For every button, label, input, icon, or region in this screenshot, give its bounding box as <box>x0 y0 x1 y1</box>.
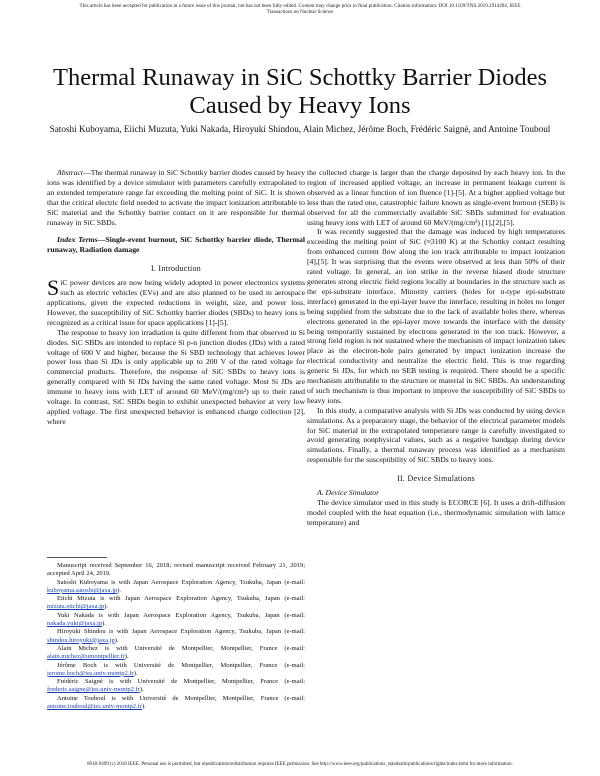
journal-notice-line1: This article has been accepted for publication in a future issue of this journal, but has not been fully edited. Content may change prior to final publication. Citation information: DOI 10.1109/TNS.2019.2914494, IEEE <box>79 3 521 9</box>
index-terms-label: Index Terms <box>57 235 98 245</box>
copyright-footer: 0018-9499 (c) 2018 IEEE. Personal use is permitted, but republication/redistribution requires IEEE permission. See http://www.ieee.org/publications_standards/publications/rights/index.html for more information. <box>87 762 513 767</box>
journal-notice-line2: Transactions on Nuclear Science <box>266 9 334 16</box>
intro-paragraph-1 <box>47 275 305 328</box>
footnote-touboul: Antoine Touboul is with Université de Montpellier, Montpellier, France (e-mail: antoine.touboul@ies.univ-montp2.fr). <box>47 694 305 711</box>
paper-title: Thermal Runaway in SiC Schottky Barrier Diodes Caused by Heavy Ions <box>53 64 547 120</box>
email-link[interactable]: alain.michez@umontpellier.fr <box>47 653 125 661</box>
footnote-shindou: Hiroyuki Shindou is with Japan Aerospace Exploration Agency, Tsukuba, Japan (e-mail: shindou.hiroyuki@jaxa.jp). <box>47 628 305 644</box>
index-terms <box>47 235 305 255</box>
footnotes <box>47 562 305 711</box>
footnote-kuboyama: Satoshi Kuboyama is with Japan Aerospace Exploration Agency, Tsukuba, Japan (e-mail: kuboyama.satoshi@jaxa.jp). <box>47 578 305 594</box>
email-link[interactable]: frederic.saigne@ies.univ-montp2.fr <box>47 686 140 694</box>
abstract <box>47 168 305 227</box>
email-link[interactable]: antoine.touboul@ies.univ-montp2.fr <box>47 703 142 711</box>
email-link[interactable]: jerome.boch@ies.univ-montp2.fr <box>47 669 134 677</box>
right-paragraph-3: In this study, a comparative analysis with Si JDs was conducted by using device simulations. As a preparatory stage, the behavior of the electrical parameter models for SiC material in the extrapolated temperature range is carefully investigated to avoid generating nonphysical values, such as a negative bandgap during device simulations. Finally, a thermal runaway process was identified as a mechanism responsible for the susceptibility of SiC SBDs to heavy ions. <box>307 405 565 465</box>
footnote-nakada: Yuki Nakada is with Japan Aerospace Exploration Agency, Tsukuba, Japan (e-mail: nakada.yuki@jaxa.jp). <box>47 611 305 628</box>
section-heading-introduction: I. Introduction <box>150 264 202 274</box>
email-link[interactable]: nakada.yuki@jaxa.jp <box>47 620 103 628</box>
footnote-michez: Alain Michez is with Université de Montpellier, Montpellier, France (e-mail: alain.michez@umontpellier.fr). <box>47 644 305 661</box>
footnote-received: Manuscript received September 16, 2018; revised manuscript received February 21, 2019; accepted April 24, 2019. <box>47 562 305 578</box>
abstract-label: Abstract <box>57 168 84 177</box>
index-terms-text: —Single-event burnout, SiC Schottky barrier diode, Thermal runaway, Radiation damage <box>47 235 305 255</box>
sim-paragraph-1: The device simulator used in this study is ECORCE [6]. It uses a drift-diffusion model coupled with the heat equation (i.e., thermodynamic simulation with lattice temperature) and <box>307 498 565 527</box>
right-column <box>307 168 565 756</box>
email-link[interactable]: shindou.hiroyuki@jaxa.jp <box>47 636 115 644</box>
footnote-saigne: Frédéric Saigné is with Université de Montpellier, Montpellier, France (e-mail: frederic.saigne@ies.univ-montp2.fr). <box>47 678 305 694</box>
right-paragraph-1: the collected charge is larger than the charge deposited by each heavy ion. In the region of increased applied voltage, an increase in permanent leakage current is observed as a linear function of ion fluence [1]-[5]. At a higher applied voltage but less than the rated one, catastrophic failure known as single-event burnout (SEB) is observed for all the commercially available SiC SBDs submitted for evaluation using heavy ions with LET of around 60 MeV/(mg/cm²) [1],[2],[5]. <box>307 168 565 227</box>
right-paragraph-2: It was recently suggested that the damage was induced by high temperatures exceeding the melting point of SiC (≈3100 K) at the Schottky contact resulting from enhanced current flow along the ion track attributable to impact ionization [4],[5]. It was surprising that the events were observed at less than 50% of their rated voltage. In general, an ion strike in the reverse biased diode structure generates strong electric field regions locally at boundaries in the structure such as the epi-substrate interface. Minority carriers (holes for n-type epi-substrate interface) generated in the epi-layer leave the interface, resulting in holes no longer being supplied from the substrate due to the lack of available holes there, whereas electrons generated in the epi-layer move towards the interface with the density being temporarily sustained by electrons generated in the ion track. However, a strong field region is not sustained where the mechanism of impact ionization takes place as the electron-hole pairs generated by impact ionization increase the electrical conductivity and neutralize the electric field. This is true regarding generic Si JDs, for which no SEB testing is required. There should be a specific mechanism attributable to the structure or material in SiC SBDs. An understanding of such mechanism is thus important to improve the susceptibility of SiC SBDs to heavy ions. <box>307 227 565 405</box>
email-link[interactable]: mizuta.eiichi@jaxa.jp <box>47 603 105 611</box>
footnote-mizuta: Eiichi Mizuta is with Japan Aerospace Exploration Agency, Tsukuba, Japan (e-mail: mizuta.eiichi@jaxa.jp). <box>47 595 305 611</box>
intro-paragraph-2: The response to heavy ion irradiation is quite different from that observed in Si diodes. SiC SBDs are intended to replace Si p-n junction diodes (JDs) with a rated voltage of 600 V and higher, because the Si SBD technology that achieves lower power loss than Si JDs is only applicable up to 200 V of the rated voltage for commercial products. Therefore, the response of SiC SBDs to heavy ions is generally compared with Si JDs having the same rated voltage. Most Si JDs are immune to heavy ions with LET of around 60 MeV/(mg/cm²) up to their rated voltage. In contrast, SiC SBDs begin to exhibit unexpected behavior at very low applied voltage. The first unexpected behavior is enhanced charge collection [2], where <box>47 327 305 426</box>
footnote-rule <box>47 557 107 558</box>
drop-cap: S <box>47 275 60 301</box>
intro-paragraph-1-text: iC power devices are now being widely adopted in power electronics systems such as electric vehicles (EVs) and are also planned to be used in aerospace applications, given the expected reductions in weight, size, and power loss. However, the susceptibility of SiC Schottky barrier diodes (SBDs) to heavy ions is recognized as a critical issue for space applications [1]-[5]. <box>47 278 305 327</box>
abstract-text: —The thermal runaway in SiC Schottky barrier diodes caused by heavy ions was identified by a device simulator with parameters carefully extrapolated to an extended temperature range far exceeding the melting point of SiC. It is shown that the critical electric field needed to activate the impact ionization attributable to SiC material and the Schottky barrier contact on it are responsible for thermal runaway in SiC SBDs. <box>47 168 305 227</box>
journal-notice <box>8 3 592 16</box>
email-link[interactable]: kuboyama.satoshi@jaxa.jp <box>47 586 118 594</box>
section-heading-device-simulations: II. Device Simulations <box>397 474 475 484</box>
author-list: Satoshi Kuboyama, Eiichi Muzuta, Yuki Nakada, Hiroyuki Shindou, Alain Michez, Jérôme Boch, Frédéric Saigné, and Antoine Touboul <box>49 124 551 134</box>
subsection-heading-device-simulator: A. Device Simulator <box>317 488 380 498</box>
footnote-boch: Jérôme Boch is with Université de Montpellier, Montpellier, France (e-mail: jerome.boch@ies.univ-montp2.fr). <box>47 661 305 677</box>
